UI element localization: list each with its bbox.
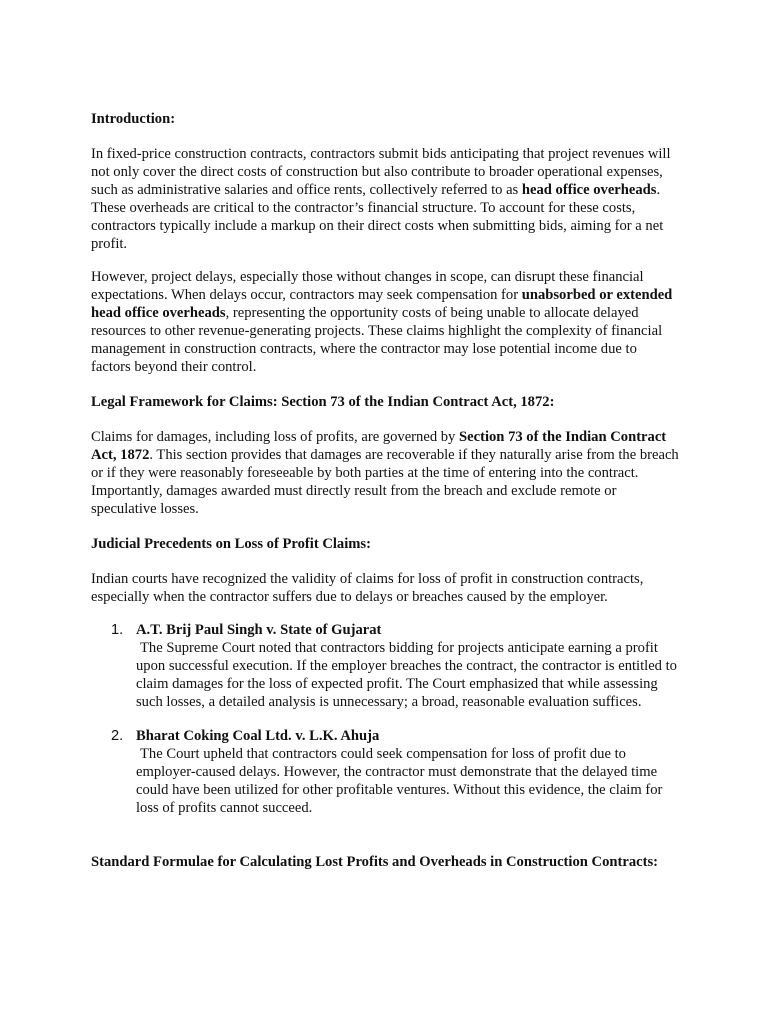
intro-p2-text-b: , representing the opportunity costs of being unable to allocate delayed resources to other revenue-generating projects. These claims highlight the complexity of financial management in construction contracts, where the contractor may lose potential income due to factors beyond their control. — [91, 305, 663, 375]
intro-paragraph-2 — [91, 268, 679, 376]
case-title: A.T. Brij Paul Singh v. State of Gujarat — [136, 622, 382, 638]
intro-p1-bold: head office overheads — [521, 182, 657, 198]
intro-p1-text-a: In fixed-price construction contracts, contractors submit bids anticipating that project revenues will not only cover the direct costs of construction but also contribute to broader operational expenses, such as administrative salaries and office rents, collectively referred to as — [91, 146, 671, 198]
legal-bold: Section 73 of the Indian Contract Act, 1872 — [91, 429, 667, 463]
intro-p2-bold: unabsorbed or extended head office overheads — [91, 287, 673, 321]
precedents-intro: Indian courts have recognized the validity of claims for loss of profit in construction contracts, especially when the contractor suffers due to delays or breaches caused by the employer. — [91, 571, 644, 605]
legal-text-a: Claims for damages, including loss of profits, are governed by — [91, 429, 460, 445]
case-body: The Court upheld that contractors could seek compensation for loss of profit due to employer-caused delays. However, the contractor must demonstrate that the delayed time could have been utilized for other profitable ventures. Without this evidence, the claim for loss of profits cannot succeed. — [136, 746, 663, 816]
case-number: 1. — [111, 622, 124, 638]
case-item — [91, 621, 679, 711]
case-body: The Supreme Court noted that contractors bidding for projects anticipate earning a profit upon successful execution. If the employer breaches the contract, the contractor is entitled to claim damages for the loss of expected profit. The Court emphasized that while assessing such losses, a detailed analysis is unnecessary; a broad, reasonable evaluation suffices. — [136, 640, 677, 710]
precedents-heading: Judicial Precedents on Loss of Profit Claims: — [91, 536, 371, 552]
intro-paragraph-1 — [91, 145, 679, 253]
legal-paragraph — [91, 428, 679, 518]
document-page — [91, 110, 679, 871]
intro-p2-text-a: However, project delays, especially those without changes in scope, can disrupt these financial expectations. When delays occur, contractors may seek compensation for — [91, 269, 644, 303]
intro-p1-text-b: . These overheads are critical to the contractor’s financial structure. To account for these costs, contractors typically include a markup on their direct costs when submitting bids, aiming for a net profit. — [91, 182, 664, 252]
case-title: Bharat Coking Coal Ltd. v. L.K. Ahuja — [136, 728, 380, 744]
legal-text-b: . This section provides that damages are recoverable if they naturally arise from the breach or if they were reasonably foreseeable by both parties at the time of entering into the contract. Importantly, damages awarded must directly result from the breach and exclude remote or speculative losses. — [91, 447, 679, 517]
case-number: 2. — [111, 728, 124, 744]
case-item — [91, 727, 679, 817]
legal-heading: Legal Framework for Claims: Section 73 of the Indian Contract Act, 1872: — [91, 394, 555, 410]
formulae-heading: Standard Formulae for Calculating Lost Profits and Overheads in Construction Contracts: — [91, 854, 658, 870]
intro-heading: Introduction: — [91, 111, 176, 127]
case-list — [91, 621, 679, 817]
